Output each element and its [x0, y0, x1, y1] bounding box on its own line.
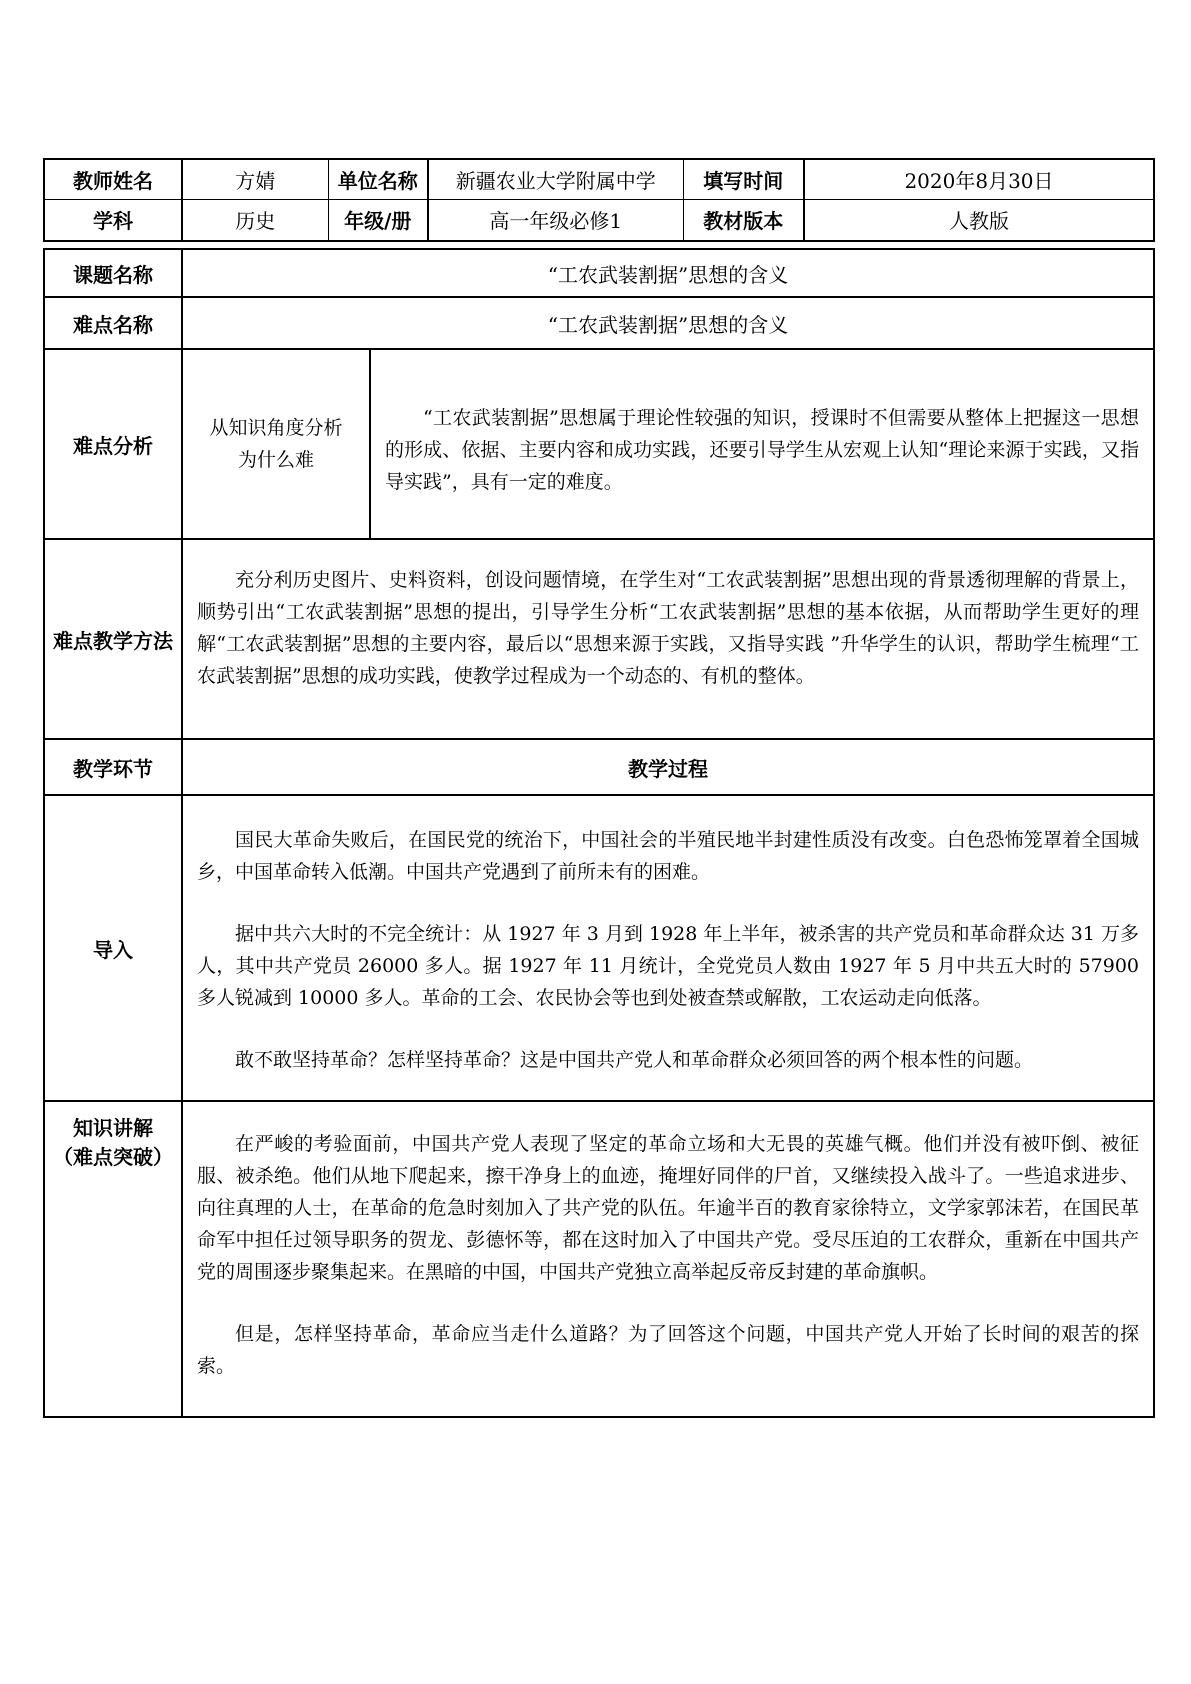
analysis-label: 难点分析 [44, 349, 182, 539]
method-text-cell [182, 539, 1154, 739]
analysis-sublabel: 从知识角度分析为什么难 [209, 417, 343, 471]
difficulty-value: “工农武装割据”思想的含义 [182, 297, 1154, 349]
intro-label: 导入 [44, 795, 182, 1101]
knowledge-text-cell [182, 1101, 1154, 1417]
grade-label: 年级/册 [328, 199, 428, 241]
knowledge-paragraph-1: 在严峻的考验面前，中国共产党人表现了坚定的革命立场和大无畏的英雄气概。他们并没有被吓倒、被征服、被杀绝。他们从地下爬起来，擦干净身上的血迹，掩埋好同伴的尸首，又继续投入战斗了。一些追求进步、向往真理的人士，在革命的危急时刻加入了共产党的队伍。年逾半百的教育家徐特立，文学家郭沫若，在国民革命军中担任过领导职务的贺龙、彭德怀等，都在这时加入了中国共产党。受尽压迫的工农群众，重新在中国共产党的周围逐步聚集起来。在黑暗的中国，中国共产党独立高举起反帝反封建的革命旗帜。 [197, 1133, 1140, 1283]
topic-label: 课题名称 [44, 249, 182, 297]
method-text: 充分利历史图片、史料资料，创设问题情境，在学生对“工农武装割据”思想出现的背景透彻理解的背景上，顺势引出“工农武装割据”思想的提出，引导学生分析“工农武装割据”思想的基本依据，从而帮助学生更好的理解“工农武装割据”思想的主要内容，最后以“思想来源于实践，又指导实践 ”升华学生的认识，帮助学生梳理“工农武装割据”思想的成功实践，使教学过程成为一个动态的、有机的整体。 [197, 569, 1140, 687]
knowledge-paragraph-2: 但是，怎样坚持革命，革命应当走什么道路？为了回答这个问题，中国共产党人开始了长时间的艰苦的探索。 [197, 1323, 1140, 1377]
grade-value: 高一年级必修1 [428, 199, 683, 241]
teacher-name-label: 教师姓名 [44, 159, 182, 199]
header-info-table [43, 158, 1155, 242]
knowledge-sublabel: （难点突破） [53, 1145, 173, 1169]
edition-value: 人教版 [804, 199, 1154, 241]
knowledge-label-cell [44, 1101, 182, 1417]
subject-value: 历史 [182, 199, 328, 241]
fill-date-label: 填写时间 [683, 159, 804, 199]
method-label: 难点教学方法 [44, 539, 182, 739]
lesson-content-table [43, 248, 1155, 1418]
intro-text-cell [182, 795, 1154, 1101]
analysis-sublabel-cell [182, 349, 370, 539]
edition-label: 教材版本 [683, 199, 804, 241]
intro-paragraph-2: 据中共六大时的不完全统计：从 1927 年 3 月到 1928 年上半年，被杀害的共产党员和革命群众达 31 万多人，其中共产党员 26000 多人。据 1927 年 11 月统计，全党党员人数由 1927 年 5 月中共五大时的 57900 多人锐减到 10000 多人。革命的工会、农民协会等也到处被查禁或解散，工农运动走向低落。 [197, 923, 1140, 1009]
analysis-text: “工农武装割据”思想属于理论性较强的知识，授课时不但需要从整体上把握这一思想的形成、依据、主要内容和成功实践，还要引导学生从宏观上认知“理论来源于实践，又指导实践”，具有一定的难度。 [385, 407, 1140, 493]
teacher-name-value: 方婧 [182, 159, 328, 199]
knowledge-label: 知识讲解 [73, 1116, 153, 1140]
fill-date-value: 2020年8月30日 [804, 159, 1154, 199]
intro-paragraph-3: 敢不敢坚持革命？怎样坚持革命？这是中国共产党人和革命群众必须回答的两个根本性的问题。 [235, 1049, 1034, 1071]
topic-value: “工农武装割据”思想的含义 [182, 249, 1154, 297]
intro-paragraph-1: 国民大革命失败后，在国民党的统治下，中国社会的半殖民地半封建性质没有改变。白色恐怖笼罩着全国城乡，中国革命转入低潮。中国共产党遇到了前所未有的困难。 [197, 829, 1140, 883]
process-stage-label: 教学环节 [44, 739, 182, 795]
unit-name-label: 单位名称 [328, 159, 428, 199]
lesson-plan-form [43, 158, 1153, 1418]
difficulty-label: 难点名称 [44, 297, 182, 349]
unit-name-value: 新疆农业大学附属中学 [428, 159, 683, 199]
subject-label: 学科 [44, 199, 182, 241]
process-header-label: 教学过程 [182, 739, 1154, 795]
analysis-text-cell [370, 349, 1154, 539]
